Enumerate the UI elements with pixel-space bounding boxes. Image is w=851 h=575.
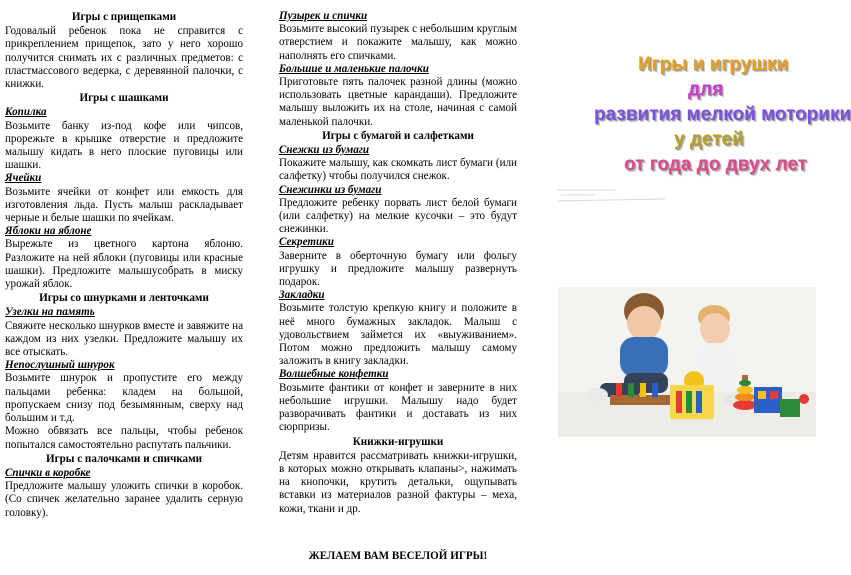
paragraph: Можно обвязать все пальцы, чтобы ребенок попытался самостоятельно распутать пальчики. bbox=[5, 425, 243, 451]
children-playing-photo bbox=[558, 287, 816, 437]
paragraph: Годовалый ребенок пока не справится с прикреплением прищепок, зато у него хорошо получится снимать их с различных предметов: с пластмассового ведерка, с деревянной палочки, с книжки. bbox=[5, 25, 243, 91]
paragraph: Вырежьте из цветного картона яблоню. Разложите на ней яблоки (пуговицы или красные шашки). Предложите малышусобрать в миску урожай яблок. bbox=[5, 238, 243, 291]
section-title-checkers: Игры с шашками bbox=[79, 92, 169, 105]
cover-title-line3: развития мелкой моторики bbox=[594, 104, 851, 125]
subtitle-apples: Яблоки на яблоне bbox=[5, 225, 92, 238]
paragraph: Детям нравится рассматривать книжки-игрушки, в которых можно открывать клапаны>, нажимать на кнопочки, крутить детальки, ощупывать вставки из материалов разной фактуры – меха, кожи, ткани и др. bbox=[279, 449, 517, 515]
paragraph: Покажите малышу, как скомкать лист бумаги (или салфетку) чтобы получился снежок. bbox=[279, 157, 517, 183]
cover-title-line1: Игры и игрушки bbox=[638, 54, 789, 75]
subtitle-sticks: Большие и маленькие палочки bbox=[279, 62, 429, 75]
subtitle-bookmarks: Закладки bbox=[279, 289, 325, 302]
subtitle-naughty-lace: Непослушный шнурок bbox=[5, 359, 115, 372]
section-title-paper: Игры с бумагой и салфетками bbox=[322, 129, 474, 142]
paragraph: Предложите ребенку порвать лист белой бумаги (или салфетку) на мелкие кусочки – это будут снежинки. bbox=[279, 196, 517, 236]
cover-title-line4: у детей bbox=[674, 129, 744, 150]
middle-column bbox=[279, 10, 517, 516]
paragraph: Предложите малышу уложить спички в коробок. (Со спичек желательно заранее удалить серную головку). bbox=[5, 480, 243, 519]
section-title-sticks: Игры с палочками и спичками bbox=[45, 452, 203, 465]
subtitle-cells: Ячейки bbox=[5, 172, 42, 185]
section-title-laces: Игры со шнурками и ленточками bbox=[39, 292, 209, 305]
subtitle-knots: Узелки на память bbox=[5, 306, 95, 319]
subtitle-secrets: Секретики bbox=[279, 236, 334, 249]
subtitle-matches-box: Спички в коробке bbox=[5, 466, 91, 479]
cover-title-line5: от года до двух лет bbox=[624, 154, 807, 175]
subtitle-candies: Волшебные конфетки bbox=[279, 368, 389, 381]
paragraph: Приготовьте пять палочек разной длины (можно использовать цветные карандаши). Предложите малышу выложить их на столе, начиная с самой маленькой палочки. bbox=[279, 76, 517, 128]
paragraph: Возьмите толстую крепкую книгу и положите в неё много бумажных закладок. Малыш с удовольствием займется их «выуживанием». Потом можно предложить малышу самому заложить в книгу закладки. bbox=[279, 302, 517, 368]
section-title-books: Книжки-игрушки bbox=[352, 435, 444, 448]
paragraph: Свяжите несколько шнурков вместе и завяжите на каждом из них узелки. Предложите малышу их все отыскать. bbox=[5, 319, 243, 359]
paragraph: Возьмите фантики от конфет и заверните в них небольшие игрушки. Малышу надо будет разворачивать фантики и доставать из них сюрпризы. bbox=[279, 381, 517, 434]
closing-wish: ЖЕЛАЕМ ВАМ ВЕСЕЛОЙ ИГРЫ! bbox=[308, 550, 488, 562]
subtitle-snowballs: Снежки из бумаги bbox=[279, 144, 370, 157]
subtitle-snowflakes: Снежинки из бумаги bbox=[279, 183, 382, 196]
left-column bbox=[5, 10, 243, 520]
paragraph: Заверните в оберточную бумагу или фольгу игрушку и предложите малышу развернуть подарок. bbox=[279, 249, 517, 289]
section-title-clothespins: Игры с прищепками bbox=[71, 11, 177, 23]
subtitle-piggy-bank: Копилка bbox=[5, 106, 47, 119]
faint-scribble-decoration bbox=[555, 186, 675, 206]
paragraph: Возьмите банку из-под кофе или чипсов, прорежьте в крышке отверстие и предложите малышу кидать в него плоские пуговицы или шашки. bbox=[5, 119, 243, 172]
cover-title-line2: для bbox=[688, 79, 724, 100]
cover-title bbox=[548, 52, 851, 177]
paragraph: Возьмите ячейки от конфет или емкость для изготовления льда. Пусть малыш раскладывает черные и белые шашки по ячейкам. bbox=[5, 185, 243, 225]
paragraph: Возьмите высокий пузырек с небольшим круглым отверстием и покажите малышу, как можно наполнять его спичками. bbox=[279, 23, 517, 62]
paragraph: Возьмите шнурок и пропустите его между пальцами ребенка: кладем на большой, пропускаем снизу под безымянным, сверху над большим и т.д. bbox=[5, 372, 243, 425]
subtitle-bottle: Пузырек и спички bbox=[279, 10, 368, 22]
